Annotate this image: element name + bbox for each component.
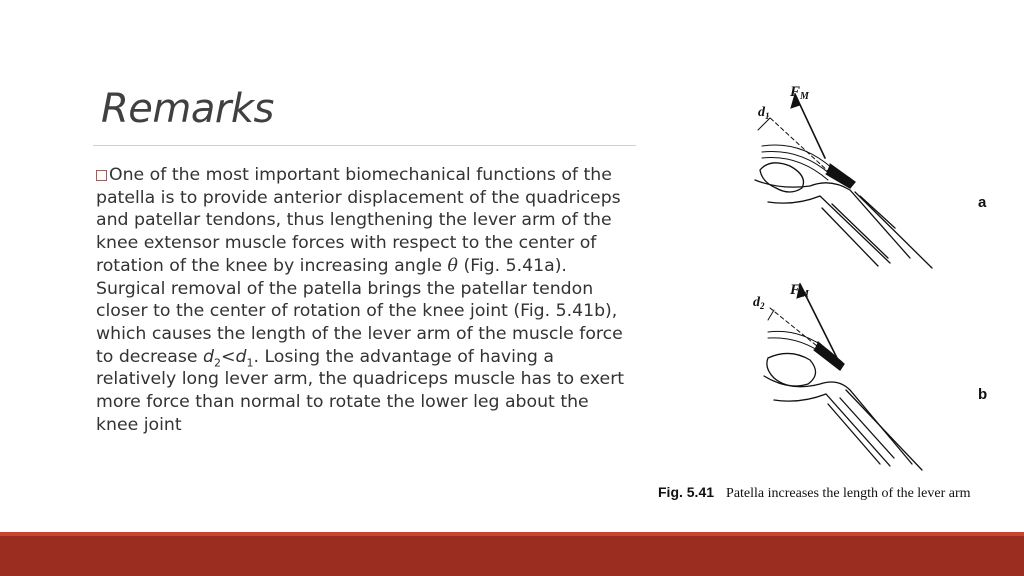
panel-b-force-label: $F_M$: [790, 282, 809, 300]
body-part-3: . Losing the advantage of having a relatively long lever arm, the quadriceps muscle has to exert more force than normal to rotate the lower leg about the knee joint: [96, 346, 625, 435]
panel-b-diagram: [764, 284, 922, 470]
footer-accent-line: [0, 532, 1024, 536]
d1-symbol: d: [235, 346, 247, 367]
caption-text: Patella increases the length of the lever arm: [726, 486, 971, 501]
figure-caption: [658, 484, 971, 502]
caption-number: Fig. 5.41: [658, 484, 715, 500]
panel-b-arm-label: $d_2$: [753, 295, 765, 311]
bullet-paragraph: [96, 164, 626, 436]
bullet-text-box: [96, 164, 626, 436]
panel-b-lever-arm: [768, 310, 774, 320]
panel-b-label: b: [978, 386, 988, 403]
panel-a-force-label: $F_M$: [790, 84, 809, 102]
panel-a-label: a: [978, 194, 987, 211]
checkbox-bullet-icon: [96, 170, 107, 181]
panel-a-diagram: [720, 94, 932, 268]
d2-symbol: d: [203, 346, 215, 367]
title-divider: [93, 145, 636, 146]
footer-bar: [0, 532, 1024, 576]
slide-title: Remarks: [101, 86, 274, 132]
panel-a-arm-label: $d_1$: [758, 105, 770, 121]
body-part-2: (Fig. 5.41a). Surgical removal of the patella brings the patellar tendon closer to the center of rotation of the knee joint (Fig. 5.41b), which causes the length of the lever arm of the muscle force to decrease: [96, 255, 623, 367]
knee-lever-arm-figure: [650, 78, 1010, 508]
d2-subscript: 2: [214, 356, 222, 370]
theta-symbol: θ: [447, 255, 458, 276]
d1-subscript: 1: [246, 356, 254, 370]
body-part-1: One of the most important biomechanical functions of the patella is to provide anterior displacement of the quadriceps and patellar tendons, thus lengthening the lever arm of the knee extensor muscle forces with respect to the center of rotation of the knee by increasing angle: [96, 165, 621, 276]
less-than-symbol: <: [221, 346, 236, 367]
knee-diagram-svg: [650, 78, 1010, 508]
